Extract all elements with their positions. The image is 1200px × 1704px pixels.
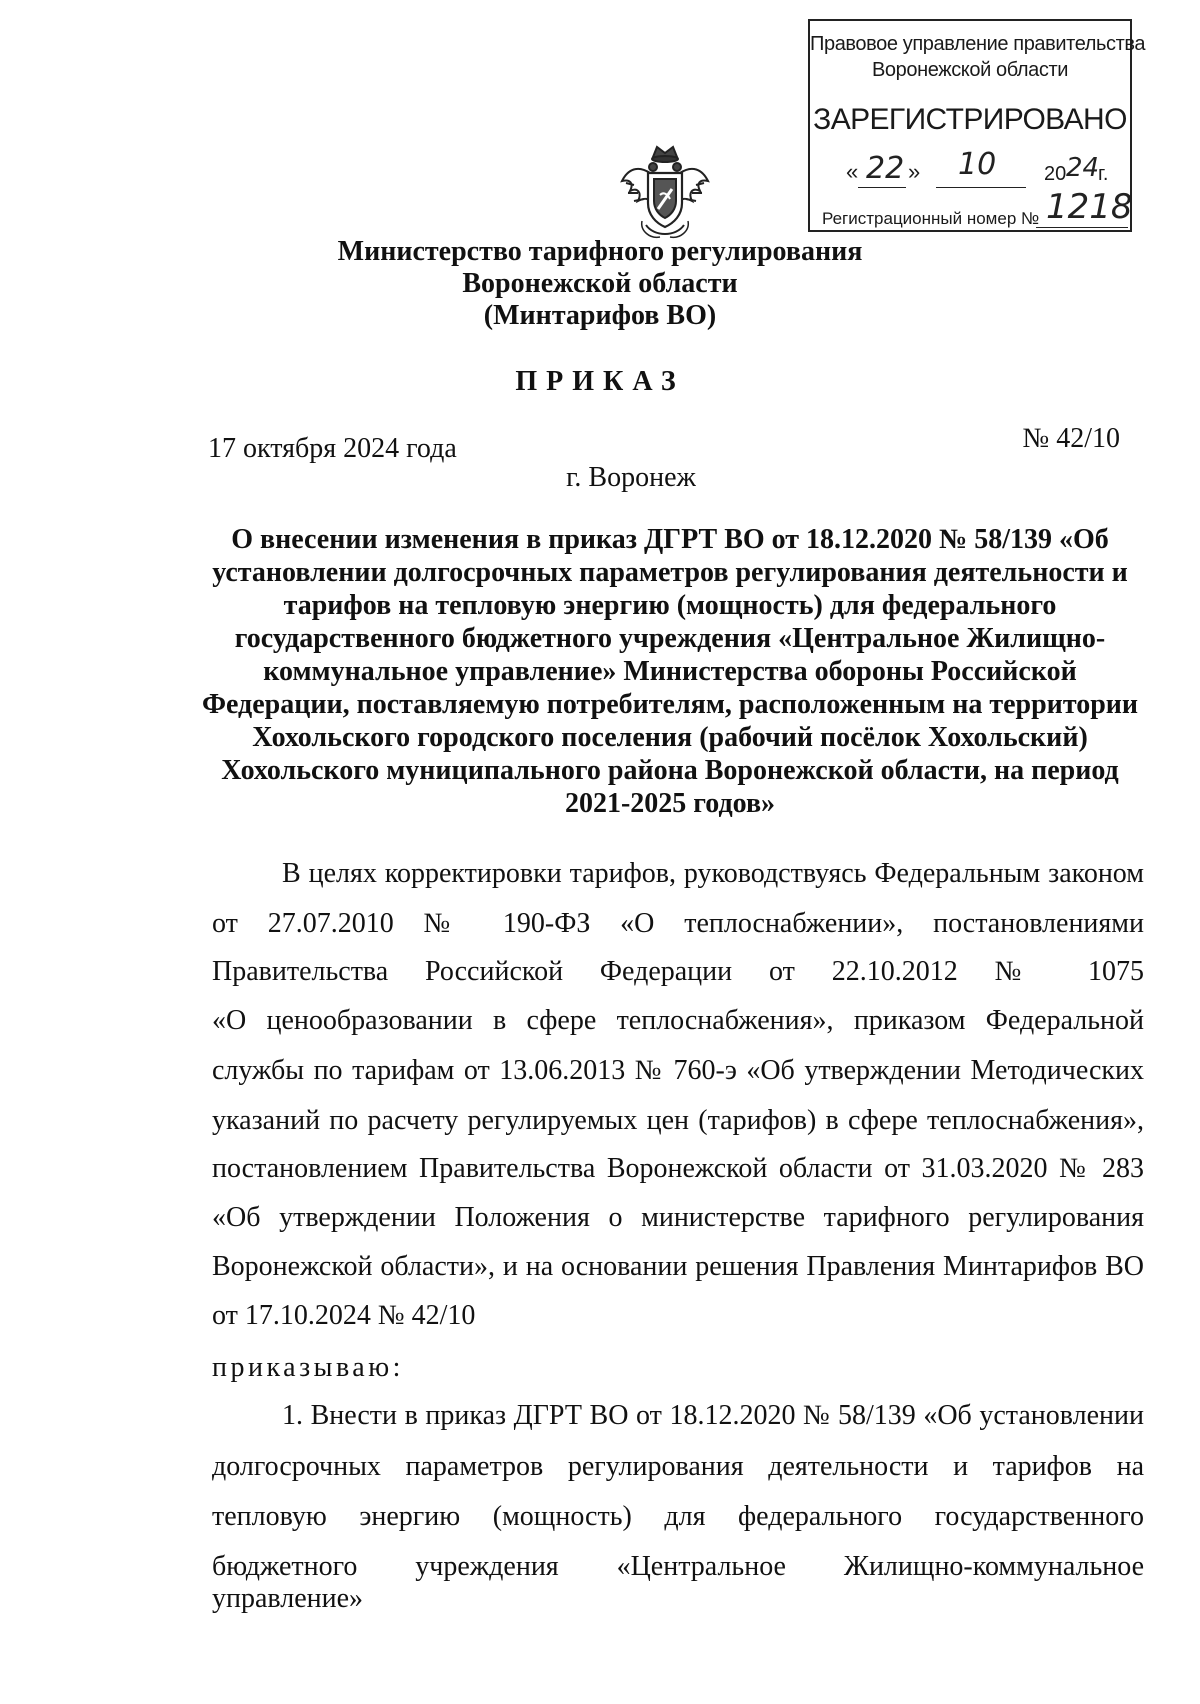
stamp-month-underline xyxy=(936,187,1026,188)
stamp-year-prefix: 20 xyxy=(1044,163,1067,185)
stamp-quote-close: » xyxy=(908,159,921,184)
preamble-line: «Об утверждении Положения о министерстве тарифного регулирования xyxy=(212,1202,1144,1233)
stamp-day: 22 xyxy=(866,151,905,186)
preamble-line: Правительства Российской Федерации от 22.10.2012 № 1075 xyxy=(212,956,1144,987)
preamble-line: от 27.07.2010 № 190-ФЗ «О теплоснабжении», постановлениями xyxy=(212,908,1144,939)
preamble-line: В целях корректировки тарифов, руководствуясь Федеральным законом xyxy=(282,858,1144,889)
item1-line: долгосрочных параметров регулирования деятельности и тарифов на xyxy=(212,1451,1144,1482)
preamble-line: от 17.10.2024 № 42/10 xyxy=(212,1300,476,1331)
preamble-line: службы по тарифам от 13.06.2013 № 760-э «Об утверждении Методических xyxy=(212,1055,1144,1086)
registration-stamp xyxy=(808,19,1146,232)
order-number: № 42/10 xyxy=(1022,423,1120,454)
order-city: г. Воронеж xyxy=(566,462,696,493)
ministry-name-line2: Воронежской области xyxy=(462,268,738,299)
stamp-year-suffix: г. xyxy=(1098,163,1109,185)
stamp-reg-number: 1218 xyxy=(1046,187,1133,227)
item1-line: тепловую энергию (мощность) для федерального государственного xyxy=(212,1501,1144,1532)
stamp-quote-open: « xyxy=(846,159,859,184)
coat-of-arms-icon xyxy=(620,143,710,241)
document-type: ПРИКАЗ xyxy=(515,366,685,397)
item1-line: бюджетного учреждения «Центральное Жилищно-коммунальное управление» xyxy=(212,1551,1144,1614)
stamp-month: 10 xyxy=(958,147,997,182)
item1-line: 1. Внести в приказ ДГРТ ВО от 18.12.2020 № 58/139 «Об установлении xyxy=(282,1400,1144,1431)
preamble-line: указаний по расчету регулируемых цен (тарифов) в сфере теплоснабжения», xyxy=(212,1105,1144,1136)
stamp-year-handwritten: 24 xyxy=(1066,153,1100,183)
preamble-line: постановлением Правительства Воронежской области от 31.03.2020 № 283 xyxy=(212,1153,1144,1184)
preamble-line: «О ценообразовании в сфере теплоснабжения», приказом Федеральной xyxy=(212,1005,1144,1036)
ministry-name-line3: (Минтарифов ВО) xyxy=(483,300,717,331)
preamble-line: Воронежской области», и на основании решения Правления Минтарифов ВО xyxy=(212,1251,1144,1282)
ministry-name-line1: Министерство тарифного регулирования xyxy=(337,236,863,267)
stamp-reg-underline xyxy=(1036,227,1128,228)
stamp-authority-line1: Правовое управление правительства xyxy=(810,33,1146,55)
stamp-registration-row xyxy=(822,187,1133,229)
stamp-registered-label: ЗАРЕГИСТРИРОВАНО xyxy=(813,103,1127,136)
order-word: приказываю: xyxy=(212,1352,404,1383)
order-title: О внесении изменения в приказ ДГРТ ВО от 18.12.2020 № 58/139 «Об установлении долгосрочных параметров регулирования деятельности и тарифов на тепловую энергию (мощность) для федерального государственного бюджетного учреждения «Центральное Жилищно-коммунальное управление» Министерства обороны Российской Федерации, поставляемую потребителям, расположенным на территории Хохольского городского поселения (рабочий посёлок Хохольский) Хохольского муниципального района Воронежской области, на период 2021-2025 годов» xyxy=(201,524,1139,819)
stamp-authority-line2: Воронежской области xyxy=(871,59,1069,81)
stamp-day-underline xyxy=(858,187,906,188)
stamp-reg-label: Регистрационный номер № xyxy=(822,209,1040,228)
order-date: 17 октября 2024 года xyxy=(208,433,457,464)
